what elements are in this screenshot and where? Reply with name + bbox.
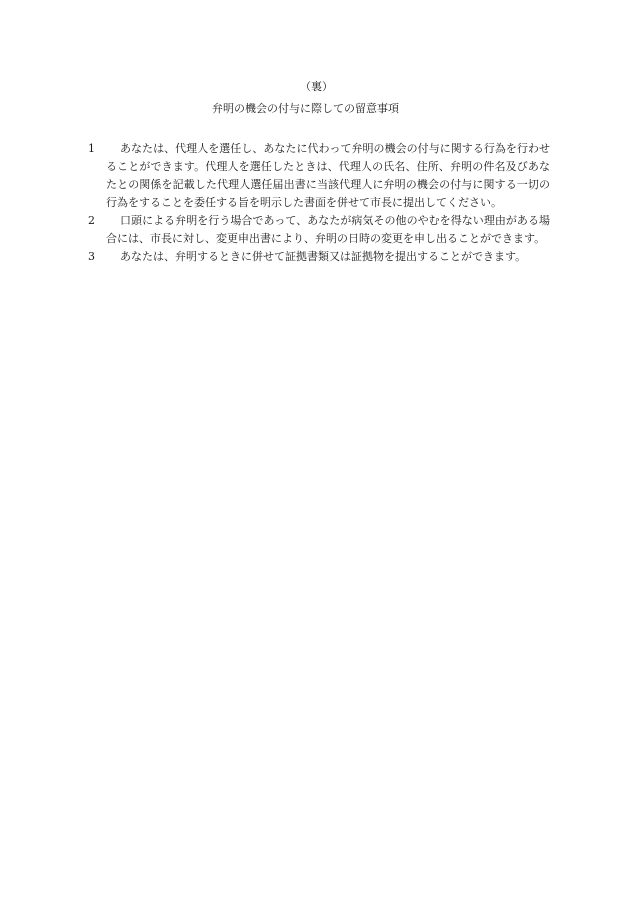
notice-item-text: あなたは、代理人を選任し、あなたに代わって弁明の機会の付与に関する行為を行わせることができます。代理人を選任したときは、代理人の氏名、住所、弁明の件名及びあなたとの関係を記載した代理人選任届出書に当該代理人に弁明の機会の付与に関する一切の行為をすることを委任する旨を明示した書面を併せて市長に提出してください。	[106, 142, 550, 209]
notice-item-text: 口頭による弁明を行う場合であって、あなたが病気その他のやむを得ない理由がある場合には、市長に対し、変更申出書により、弁明の日時の変更を申し出ることができます。	[106, 214, 550, 245]
notice-item-1	[88, 140, 550, 212]
notice-item-number: 2	[88, 214, 95, 227]
notice-item-number: 1	[88, 142, 95, 155]
side-label: （裏）	[300, 80, 333, 93]
notice-list	[88, 140, 550, 266]
notice-item-3	[88, 248, 550, 266]
notice-item-number: 3	[88, 250, 95, 263]
notice-item-text: あなたは、弁明するときに併せて証拠書類又は証拠物を提出することができます。	[120, 250, 527, 263]
document-title: 弁明の機会の付与に際しての留意事項	[212, 102, 399, 115]
notice-item-2	[88, 212, 550, 248]
